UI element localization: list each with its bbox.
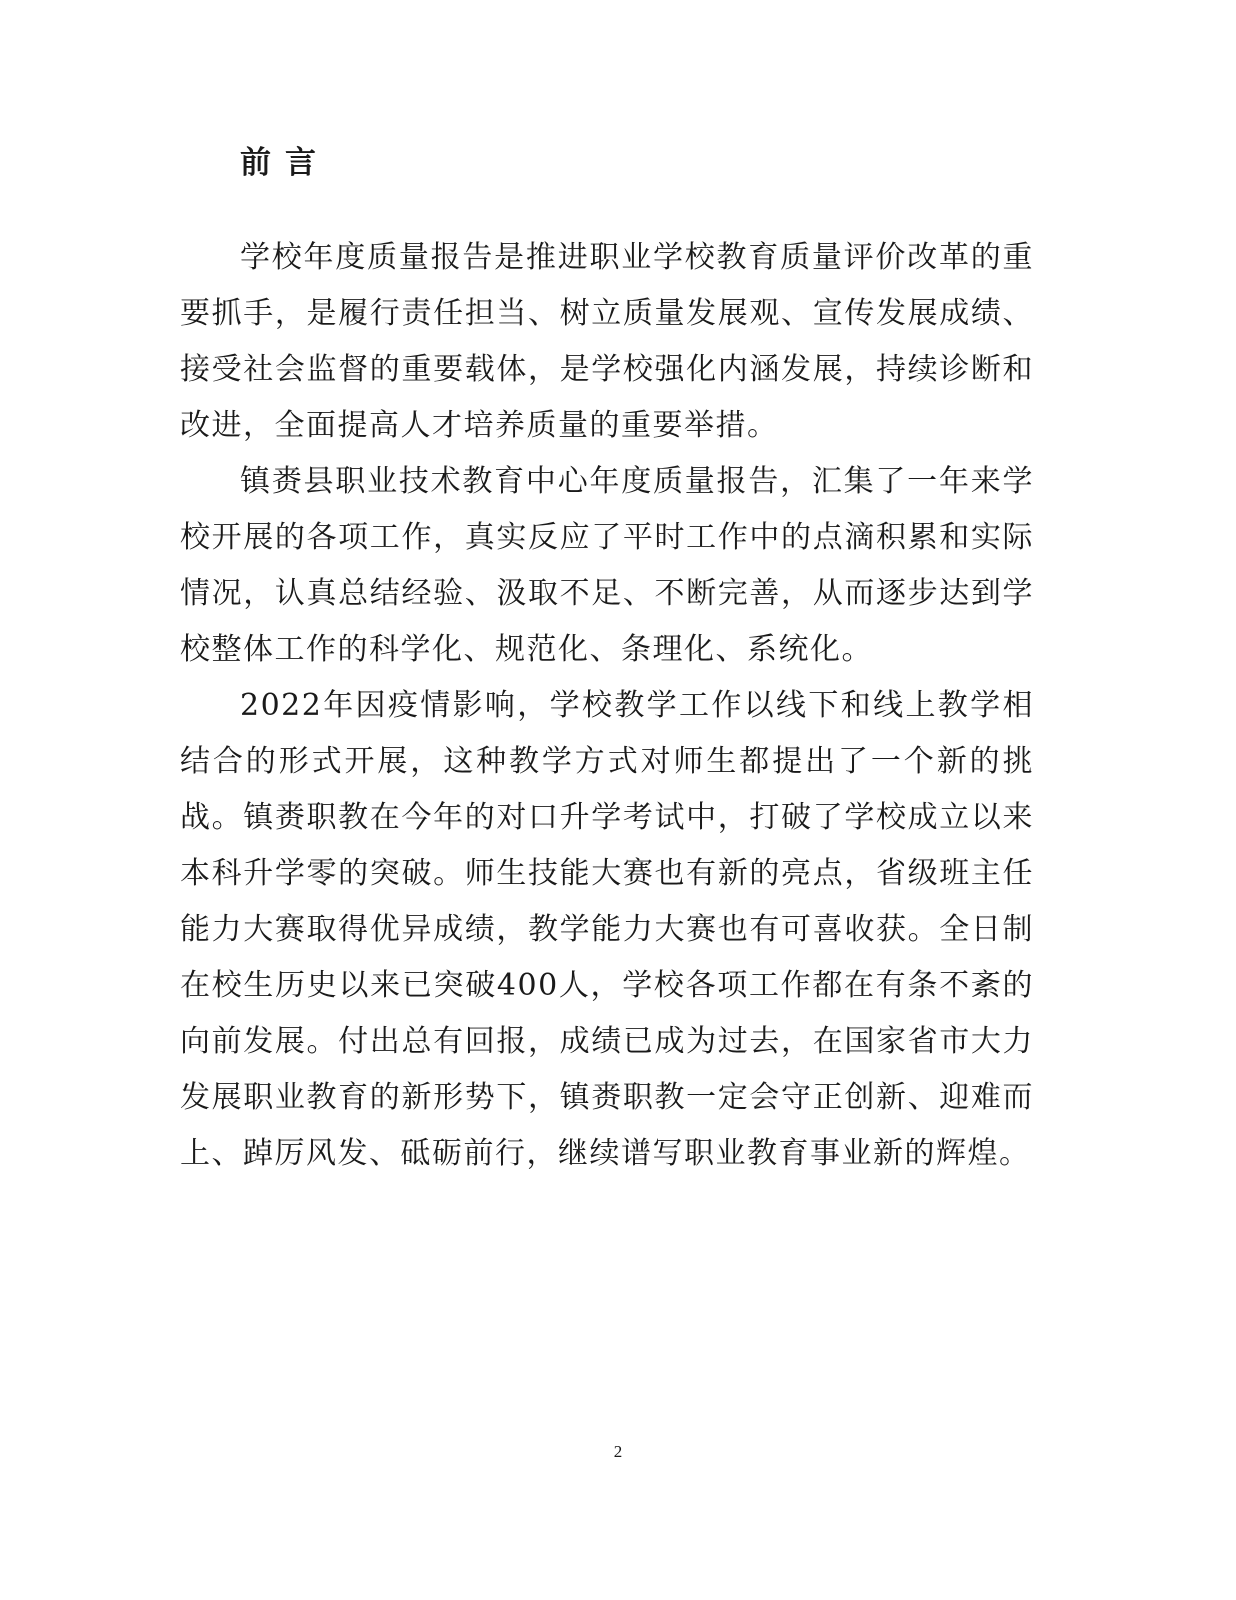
paragraph-2: 镇赉县职业技术教育中心年度质量报告，汇集了一年来学校开展的各项工作，真实反应了平时工作中的点滴积累和实际情况，认真总结经验、汲取不足、不断完善，从而逐步达到学校整体工作的科学化、规范化、条理化、系统化。 <box>180 464 1034 667</box>
body-text <box>180 230 1034 1182</box>
section-heading: 前言 <box>240 145 330 181</box>
paragraph-1: 学校年度质量报告是推进职业学校教育质量评价改革的重要抓手，是履行责任担当、树立质量发展观、宣传发展成绩、接受社会监督的重要载体，是学校强化内涵发展，持续诊断和改进，全面提高人才培养质量的重要举措。 <box>180 240 1034 443</box>
paragraph-3: 2022年因疫情影响，学校教学工作以线下和线上教学相结合的形式开展，这种教学方式对师生都提出了一个新的挑战。镇赉职教在今年的对口升学考试中，打破了学校成立以来本科升学零的突破。师生技能大赛也有新的亮点，省级班主任能力大赛取得优异成绩，教学能力大赛也有可喜收获。全日制在校生历史以来已突破400人，学校各项工作都在有条不紊的向前发展。付出总有回报，成绩已成为过去，在国家省市大力发展职业教育的新形势下，镇赉职教一定会守正创新、迎难而上、踔厉风发、砥砺前行，继续谱写职业教育事业新的辉煌。 <box>180 688 1034 1171</box>
page-number: 2 <box>613 1442 623 1461</box>
